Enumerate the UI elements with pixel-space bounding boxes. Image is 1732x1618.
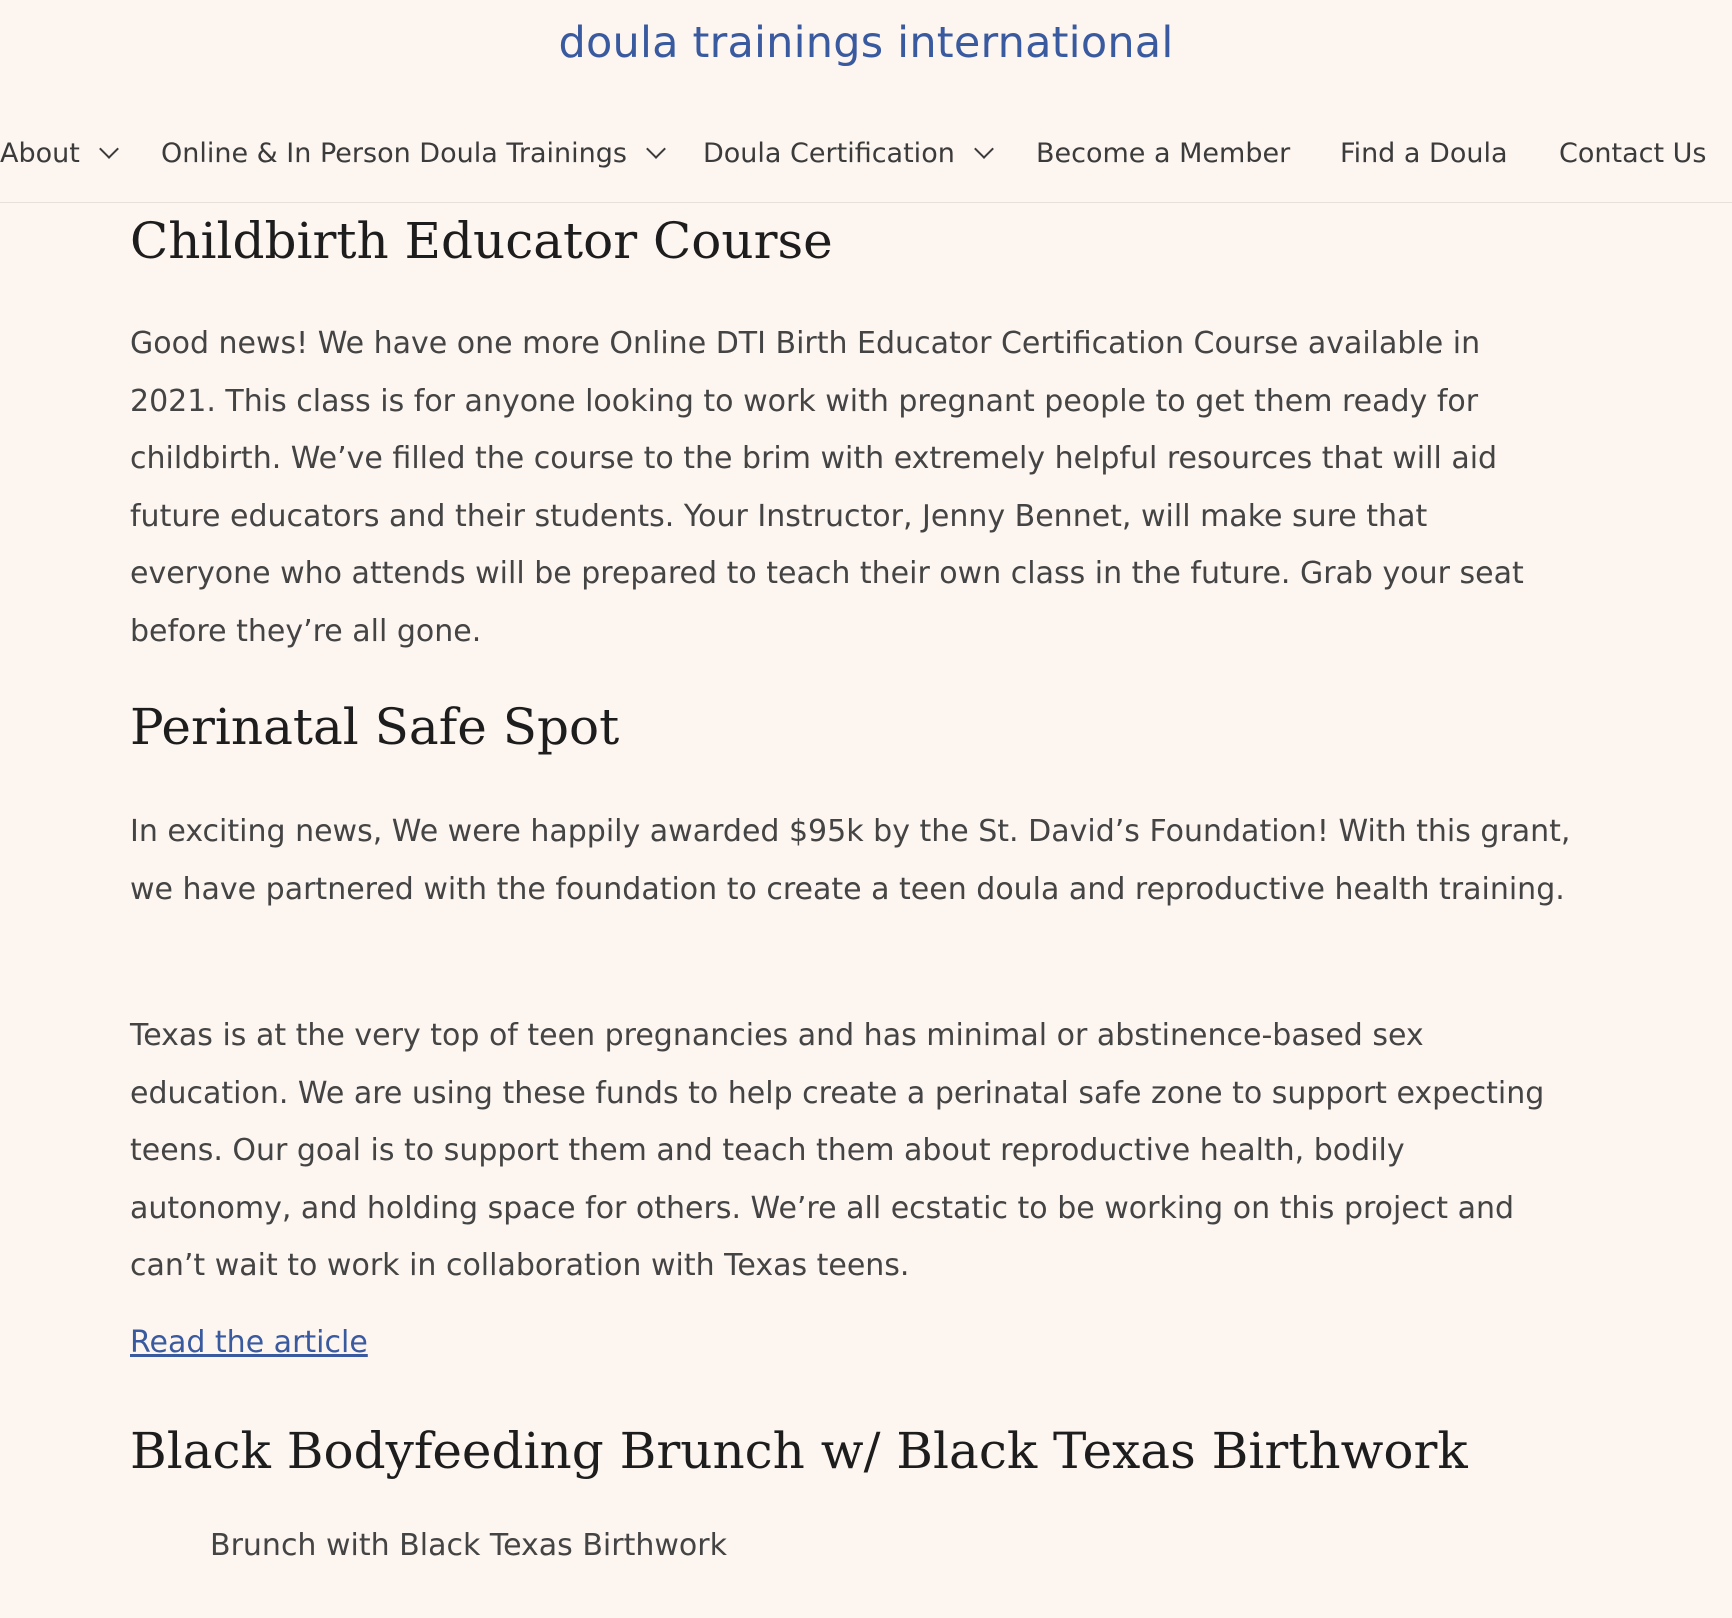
section-text-perinatal-1: In exciting news, We were happily awarded $95k by the St. David’s Foundation! With this grant, we have partnered with the foundation to create a teen doula and reproductive health training.: [130, 814, 1571, 907]
chevron-down-icon: [646, 139, 666, 159]
nav-item-contact[interactable]: [1559, 138, 1706, 169]
nav-label-become-member: Become a Member: [1036, 138, 1291, 169]
nav-label-contact: Contact Us: [1559, 138, 1707, 169]
section-text-childbirth: Good news! We have one more Online DTI Birth Educator Certification Course available in 2021. This class is for anyone looking to work with pregnant people to get them ready for childbirth. We’ve filled the course to the brim with extremely helpful resources that will aid future educators and their students. Your Instructor, Jenny Bennet, will make sure that everyone who attends will be prepared to teach their own class in the future. Grab your seat before they’re all gone.: [130, 326, 1524, 649]
chevron-down-icon: [974, 139, 994, 159]
brunch-subtitle: Brunch with Black Texas Birthwork: [210, 1528, 727, 1563]
chevron-down-icon: [99, 139, 119, 159]
section-text-perinatal-2: Texas is at the very top of teen pregnancies and has minimal or abstinence-based sex education. We are using these funds to help create a perinatal safe zone to support expecting teens. Our goal is to support them and teach them about reproductive health, bodily autonomy, and holding space for others. We’re all ecstatic to be working on this project and can’t wait to work in collaboration with Texas teens.: [130, 1018, 1545, 1283]
nav-label-trainings: Online & In Person Doula Trainings: [161, 138, 627, 169]
nav-item-find-doula[interactable]: [1340, 138, 1508, 169]
nav-item-trainings[interactable]: [161, 138, 663, 169]
section-title-brunch: Black Bodyfeeding Brunch w/ Black Texas Birthwork: [130, 1422, 1468, 1480]
nav-label-find-doula: Find a Doula: [1340, 138, 1508, 169]
section-title-perinatal: Perinatal Safe Spot: [130, 698, 620, 756]
read-article-link[interactable]: Read the article: [130, 1325, 368, 1360]
nav-label-certification: Doula Certification: [703, 138, 955, 169]
nav-item-about[interactable]: [0, 138, 116, 169]
main-nav: [0, 138, 1732, 178]
nav-item-become-member[interactable]: [1036, 138, 1290, 169]
nav-label-about: About: [0, 138, 80, 169]
nav-item-certification[interactable]: [703, 138, 991, 169]
site-logo[interactable]: doula trainings international: [558, 18, 1174, 68]
site-header: [0, 0, 1732, 203]
section-title-childbirth: Childbirth Educator Course: [130, 212, 833, 270]
